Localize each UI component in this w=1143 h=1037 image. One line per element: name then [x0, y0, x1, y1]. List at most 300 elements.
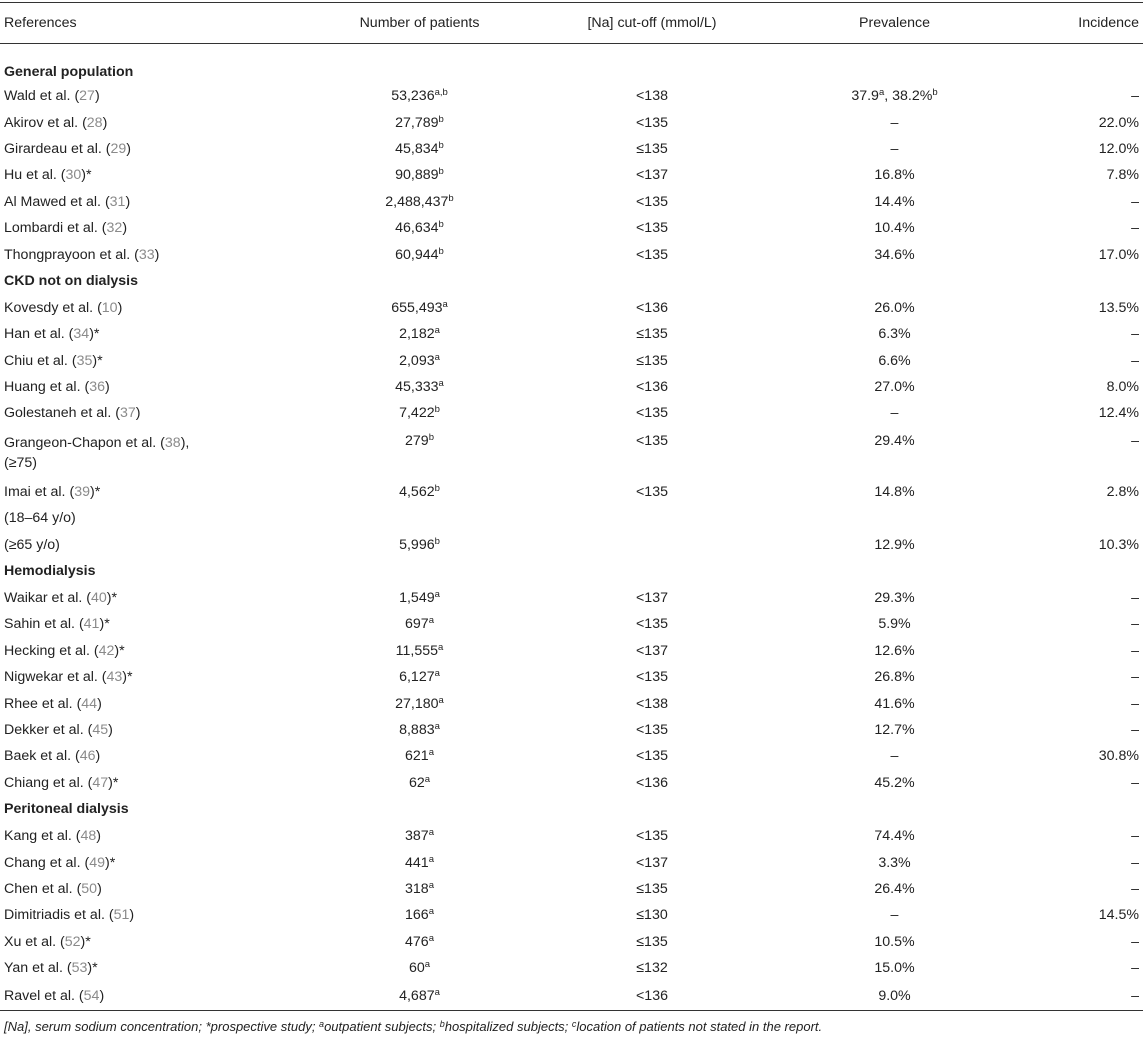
table-row [0, 876, 1143, 902]
patients-cell [312, 400, 527, 426]
cite-open: ( [89, 642, 99, 659]
citation-number: 51 [113, 907, 130, 924]
header-prevalence: Prevalence [777, 3, 1012, 44]
prevalence-value: 15.0% [874, 960, 915, 977]
prevalence-cell [777, 505, 1012, 531]
reference-cell [0, 427, 312, 479]
patients-cell [312, 505, 527, 531]
citation-number: 42 [98, 642, 115, 659]
cite-open: ( [64, 326, 74, 343]
patients-value: 62 [408, 774, 425, 791]
patients-cell [312, 348, 527, 374]
patients-cell [312, 902, 527, 928]
reference-cell [0, 638, 312, 664]
patients-superscript: a [434, 986, 440, 998]
prevalence-cell [777, 374, 1012, 400]
cite-close: ) [129, 907, 135, 924]
patients-value: 2,093 [399, 352, 435, 369]
patients-value: 476 [405, 933, 429, 950]
patients-value: 27,789 [395, 114, 439, 131]
cutoff-cell: <138 [636, 88, 668, 105]
author-name: Hu et al. [4, 167, 57, 184]
patients-value: 441 [405, 854, 429, 871]
table-row [0, 902, 1143, 928]
reference-cell [0, 743, 312, 769]
patients-cell [312, 929, 527, 955]
prospective-marker: * [93, 326, 100, 343]
prevalence-cell [777, 427, 1012, 479]
patients-superscript: b [434, 535, 440, 547]
incidence-cell: 7.8% [1106, 167, 1139, 184]
table-row [0, 690, 1143, 716]
cite-close: ) [117, 299, 123, 316]
author-name: Kovesdy et al. [4, 299, 94, 316]
prevalence-cell [777, 823, 1012, 849]
patients-cell [312, 427, 527, 479]
section-title: CKD not on dialysis [4, 273, 139, 290]
citation-number: 40 [91, 590, 107, 607]
header-incidence: Incidence [1012, 3, 1143, 44]
cutoff-cell: <135 [636, 432, 668, 449]
patients-value: 5,996 [399, 536, 435, 553]
cite-close: ) [108, 722, 113, 738]
prevalence-value: 16.8% [874, 167, 915, 184]
prospective-marker: * [92, 960, 98, 977]
cutoff-cell: <136 [636, 379, 668, 396]
citation-number: 29 [110, 140, 127, 157]
citation-number: 52 [64, 933, 81, 950]
prevalence-cell [777, 215, 1012, 241]
citation-number: 28 [86, 114, 103, 131]
citation-number: 45 [92, 722, 109, 738]
incidence-cell: – [1131, 933, 1139, 950]
cite-open: ( [111, 405, 120, 422]
incidence-cell: – [1131, 616, 1139, 633]
prevalence-cell [777, 400, 1012, 426]
citation-number: 49 [89, 854, 105, 871]
prevalence-value: 12.7% [874, 722, 915, 738]
patients-cell [312, 849, 527, 875]
cite-open: ( [62, 960, 72, 977]
reference-cell [0, 876, 312, 902]
patients-value: 7,422 [399, 405, 435, 422]
reference-cell [0, 374, 312, 400]
citation-number: 35 [76, 352, 93, 369]
reference-cell [0, 295, 312, 321]
incidence-cell: – [1131, 88, 1139, 105]
footnote-star: * [205, 1019, 211, 1034]
prospective-marker: * [119, 642, 125, 659]
table-row [0, 955, 1143, 981]
patients-value: 53,236 [391, 88, 435, 105]
patients-value: 279 [405, 432, 429, 449]
incidence-cell: 12.4% [1098, 405, 1139, 422]
patients-superscript: a [438, 694, 444, 706]
cutoff-cell: ≤135 [636, 326, 668, 343]
patients-superscript: a [434, 325, 440, 337]
author-name: Yan et al. [4, 960, 63, 977]
reference-cell [0, 241, 312, 267]
citation-number: 34 [73, 326, 90, 343]
incidence-cell: 30.8% [1098, 748, 1139, 765]
header-references: References [0, 3, 312, 44]
patients-superscript: a [424, 773, 431, 785]
incidence-cell: 17.0% [1098, 246, 1139, 263]
section-title: Hemodialysis [4, 563, 96, 580]
incidence-cell: – [1131, 854, 1139, 871]
table-row [0, 585, 1143, 611]
cite-open: ( [93, 299, 102, 316]
cite-close: ) [89, 483, 95, 500]
incidence-cell: 12.0% [1098, 140, 1139, 157]
cite-close: ) [122, 220, 128, 237]
patients-cell [312, 876, 527, 902]
patients-value: 387 [405, 828, 429, 845]
table-row [0, 479, 1143, 505]
prevalence-value: 6.3% [878, 326, 911, 343]
table-row [0, 400, 1143, 426]
patients-value: 2,182 [399, 326, 435, 343]
prevalence-cell [777, 717, 1012, 743]
reference-cell [0, 348, 312, 374]
prevalence-value: 27.0% [874, 379, 915, 396]
patients-cell [312, 981, 527, 1011]
patients-cell [312, 638, 527, 664]
prevalence-value: – [890, 748, 899, 765]
table-row [0, 611, 1143, 637]
cutoff-cell: <135 [636, 748, 668, 765]
prevalence-cell [777, 136, 1012, 162]
cite-open: ( [82, 590, 91, 607]
author-name: Chen et al. [4, 880, 73, 897]
reference-cell [0, 849, 312, 875]
patients-cell [312, 585, 527, 611]
incidence-cell: – [1131, 432, 1139, 449]
table-row [0, 189, 1143, 215]
prevalence-value: 10.5% [874, 933, 915, 950]
cutoff-cell: <135 [636, 669, 668, 686]
cutoff-cell: <135 [636, 220, 668, 237]
reference-cell [0, 189, 312, 215]
prevalence-value: 3.3% [878, 854, 911, 871]
patients-superscript: b [438, 113, 444, 125]
patients-superscript: b [434, 482, 440, 494]
patients-superscript: b [438, 166, 444, 178]
table-row [0, 427, 1143, 479]
patients-superscript: b [428, 431, 434, 443]
prevalence-cell [777, 849, 1012, 875]
prevalence-value: – [890, 907, 899, 924]
cite-close: ) [102, 114, 108, 131]
patients-value: 1,549 [399, 590, 435, 607]
header-patients: Number of patients [312, 3, 527, 44]
cutoff-cell: <135 [636, 828, 668, 845]
patients-cell [312, 743, 527, 769]
prospective-marker: * [112, 774, 119, 791]
patients-cell [312, 215, 527, 241]
patients-superscript: b [438, 139, 444, 151]
author-name: Xu et al. [4, 933, 57, 950]
citation-number: 43 [106, 669, 123, 686]
author-name: Chiang et al. [4, 774, 84, 791]
citation-number: 30 [65, 167, 82, 184]
patients-superscript: b [438, 245, 444, 257]
patients-superscript: a [434, 589, 440, 601]
author-name: Al Mawed et al. [4, 193, 101, 210]
author-name: Huang et al. [4, 379, 81, 396]
citation-number: 33 [138, 246, 155, 263]
reference-cell [0, 400, 312, 426]
patients-value: 2,488,437 [385, 193, 449, 210]
cite-open: ( [67, 352, 77, 369]
footnote-a-text: outpatient subjects; [324, 1019, 440, 1034]
prevalence-value: 6.6% [878, 352, 911, 369]
prevalence-cell [777, 83, 1012, 109]
prospective-marker: * [97, 352, 103, 369]
prevalence-value: 26.8% [874, 669, 915, 686]
prevalence-value: 41.6% [874, 695, 915, 712]
cutoff-cell: <137 [636, 854, 668, 871]
patients-value: 655,493 [391, 299, 443, 316]
incidence-cell: 13.5% [1098, 299, 1139, 316]
table-row [0, 849, 1143, 875]
author-name: Waikar et al. [4, 590, 83, 607]
cite-open: ( [56, 167, 66, 184]
cite-close: ) [92, 352, 98, 369]
author-name: Golestaneh et al. [4, 405, 112, 422]
cite-open: ( [74, 987, 84, 1004]
cite-close: ) [95, 748, 101, 765]
prospective-marker: * [109, 854, 116, 871]
reference-cell [0, 981, 312, 1011]
cutoff-cell: <135 [636, 616, 668, 633]
author-name: Imai et al. [4, 483, 66, 500]
header-cutoff: [Na] cut-off (mmol/L) [527, 3, 777, 44]
prevalence-value: 26.4% [874, 880, 915, 897]
author-name: Dimitriadis et al. [4, 907, 105, 924]
prevalence-value: 12.6% [874, 642, 915, 659]
incidence-cell: 10.3% [1098, 536, 1139, 553]
patients-cell [312, 321, 527, 347]
patients-superscript: a [428, 747, 434, 759]
cite-close: ) [122, 669, 128, 686]
author-name: Chang et al. [4, 854, 81, 871]
footnote-prospective: prospective study; [210, 1019, 320, 1034]
footnote-b-mark: b [439, 1019, 445, 1029]
section-title: Peritoneal dialysis [4, 801, 129, 818]
cutoff-cell: <136 [636, 774, 668, 791]
section-row [0, 558, 1143, 585]
cite-close: ) [96, 828, 102, 845]
table-row [0, 83, 1143, 109]
prevalence-cell [777, 321, 1012, 347]
author-name: Grangeon-Chapon et al. [4, 434, 157, 451]
incidence-cell: – [1131, 642, 1139, 659]
prevalence-cell [777, 743, 1012, 769]
reference-cell [0, 902, 312, 928]
reference-cell [0, 611, 312, 637]
reference-cell [0, 664, 312, 690]
reference-cell [0, 479, 312, 505]
citation-number: 44 [81, 695, 98, 712]
cutoff-cell: <135 [636, 114, 668, 131]
table-row [0, 638, 1143, 664]
incidence-cell: – [1131, 352, 1139, 369]
cutoff-cell: <135 [636, 722, 668, 738]
citation-number: 54 [83, 987, 100, 1004]
cite-close: ) [99, 987, 105, 1004]
section-row [0, 268, 1143, 295]
table-row [0, 321, 1143, 347]
cutoff-cell: ≤130 [636, 907, 668, 924]
table-row [0, 717, 1143, 743]
incidence-cell: – [1131, 722, 1139, 738]
author-name: Nigwekar et al. [4, 669, 98, 686]
prevalence-cell [777, 770, 1012, 796]
prevalence-cell [777, 109, 1012, 135]
reference-cell [0, 955, 312, 981]
patients-cell [312, 189, 527, 215]
citation-number: 27 [79, 88, 95, 105]
patients-value: 4,562 [399, 483, 435, 500]
table-row [0, 241, 1143, 267]
prospective-marker: * [85, 933, 91, 950]
footnote-na: [Na], serum sodium concentration; [4, 1019, 206, 1034]
section-row [0, 796, 1143, 823]
patients-superscript: a [424, 959, 431, 971]
cite-close: ) [135, 405, 141, 422]
author-name: Thongprayoon et al. [4, 246, 131, 263]
patients-cell [312, 717, 527, 743]
author-name: Chiu et al. [4, 352, 68, 369]
patients-value: 45,333 [395, 379, 439, 396]
table-body [0, 44, 1143, 1011]
citation-number: 39 [74, 483, 90, 500]
incidence-cell: – [1131, 669, 1139, 686]
table-row [0, 505, 1143, 531]
citation-number: 36 [89, 379, 105, 396]
incidence-cell: – [1131, 193, 1139, 210]
footnote-c-text: location of patients not stated in the report. [576, 1019, 823, 1034]
cite-open: ( [56, 933, 65, 950]
citation-number: 38 [164, 434, 181, 451]
cite-open: ( [97, 669, 107, 686]
prevalence-value: 37.9 [851, 88, 879, 105]
patients-value: 166 [405, 907, 429, 924]
patients-cell [312, 531, 527, 557]
patients-value: 60 [408, 960, 425, 977]
citation-number: 31 [109, 193, 126, 210]
reference-cell [0, 690, 312, 716]
incidence-cell: – [1131, 774, 1139, 791]
patients-cell [312, 955, 527, 981]
patients-superscript: a [434, 721, 440, 732]
reference-cell [0, 823, 312, 849]
prevalence-cell [777, 295, 1012, 321]
prevalence-value: 10.4% [874, 220, 915, 237]
prevalence-superscript-2: b [932, 87, 938, 99]
cite-close: ) [126, 140, 131, 157]
incidence-cell: – [1131, 220, 1139, 237]
patients-value: 46,634 [395, 220, 439, 237]
section-row [0, 44, 1143, 84]
cutoff-cell [527, 505, 777, 531]
incidence-cell: 2.8% [1106, 483, 1139, 500]
cite-close: ) [108, 774, 113, 791]
incidence-cell: 14.5% [1098, 907, 1139, 924]
patients-cell [312, 136, 527, 162]
table-row [0, 215, 1143, 241]
prevalence-value: 34.6% [874, 246, 915, 263]
patients-superscript: a [428, 827, 434, 839]
patients-value: 60,944 [395, 246, 439, 263]
cite-open: ( [83, 774, 93, 791]
prevalence-cell [777, 664, 1012, 690]
cite-close: ) [114, 642, 120, 659]
table-row [0, 162, 1143, 188]
cite-open: ( [130, 246, 139, 263]
table-row [0, 743, 1143, 769]
prevalence-cell [777, 690, 1012, 716]
cutoff-cell: ≤135 [636, 140, 668, 157]
prevalence-cell [777, 241, 1012, 267]
cutoff-cell: <135 [636, 193, 668, 210]
author-name: Dekker et al. [4, 722, 84, 738]
author-name: Girardeau et al. [4, 140, 102, 157]
table-row [0, 348, 1143, 374]
cite-open: ( [71, 748, 80, 765]
reference-cell [0, 162, 312, 188]
patients-value: 45,834 [395, 140, 439, 157]
cite-close: ) [99, 616, 105, 633]
citation-number: 41 [83, 616, 100, 633]
prevalence-value: – [890, 140, 899, 157]
cutoff-cell: ≤135 [636, 933, 668, 950]
patients-superscript: a [428, 906, 434, 918]
prospective-marker: * [127, 669, 133, 686]
prospective-marker: * [86, 167, 92, 184]
patients-cell [312, 611, 527, 637]
prevalence-cell [777, 162, 1012, 188]
cite-close: ) [97, 695, 102, 712]
patients-cell [312, 664, 527, 690]
patients-value: 27,180 [395, 695, 439, 712]
patients-value: 90,889 [395, 167, 439, 184]
incidence-cell: – [1131, 326, 1139, 343]
cite-close: ) [104, 379, 110, 396]
author-name: Baek et al. [4, 748, 72, 765]
reference-cell [0, 585, 312, 611]
prevalence-cell [777, 479, 1012, 505]
prevalence-value-2: , 38.2% [884, 88, 933, 105]
reference-cell [0, 136, 312, 162]
reference-cell [0, 109, 312, 135]
patients-superscript: a [438, 641, 444, 653]
prevalence-cell [777, 638, 1012, 664]
table-footnote [4, 1019, 822, 1034]
patients-superscript: b [438, 219, 444, 231]
cutoff-cell: <137 [636, 590, 668, 607]
patients-value: 697 [405, 616, 429, 633]
incidence-cell: – [1131, 880, 1139, 897]
table-row [0, 531, 1143, 557]
author-name: Hecking et al. [4, 642, 90, 659]
cutoff-cell: <135 [636, 483, 668, 500]
cutoff-cell: <136 [527, 981, 777, 1011]
prevalence-cell [777, 611, 1012, 637]
cite-close: ) [97, 880, 102, 897]
cite-close: ) [80, 933, 86, 950]
